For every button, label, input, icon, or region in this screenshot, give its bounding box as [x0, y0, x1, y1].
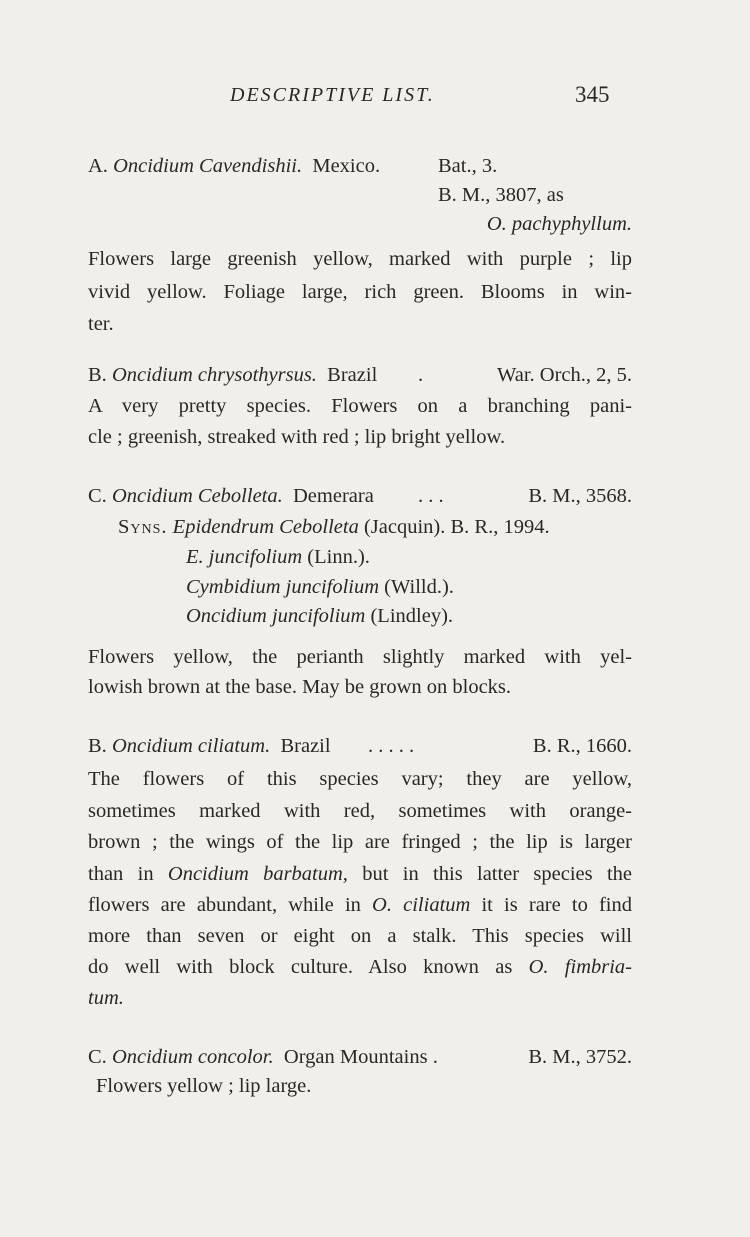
synonym-name: E. juncifolium	[186, 546, 303, 568]
synonym-name: Oncidium juncifolium	[186, 605, 366, 627]
synonym-authority: (Lindley).	[370, 605, 454, 627]
description-line: lowish brown at the base. May be grown on blocks.	[88, 676, 512, 698]
reference: B. M., 3752.	[528, 1046, 632, 1068]
origin: Organ Mountains .	[283, 1046, 438, 1068]
description-line: tum.	[88, 987, 124, 1009]
entry-letter: B.	[88, 364, 107, 386]
leader-dots: . . .	[418, 485, 444, 507]
description-line: do well with block culture. Also known as O. fimbria-	[88, 956, 633, 978]
origin: Demerara	[293, 485, 374, 507]
synonym-name: Cymbidium juncifolium	[186, 576, 380, 598]
description-line: ter.	[88, 313, 114, 335]
entry-letter: A.	[88, 155, 108, 177]
species-name: Oncidium ciliatum.	[111, 735, 271, 757]
reference-name: O. pachyphyllum.	[486, 213, 632, 235]
origin: Brazil	[280, 735, 331, 757]
reference: B. R., 1660.	[532, 735, 632, 757]
description-line: cle ; greenish, streaked with red ; lip bright yellow.	[88, 426, 506, 448]
leader-dots: . . . . .	[368, 735, 415, 757]
synonym-authority: (Willd.).	[384, 576, 454, 598]
synonyms-label: Syns.	[118, 516, 168, 538]
entry-letter: B.	[88, 735, 107, 757]
page-number: 345	[575, 82, 610, 107]
description-line: more than seven or eight on a stalk. This species will	[88, 925, 632, 947]
origin: Brazil	[327, 364, 378, 386]
description-line: Flowers yellow ; lip large.	[96, 1075, 312, 1097]
species-name: O. fimbria-	[528, 956, 633, 978]
description-line: than in Oncidium barbatum, but in this latter species the	[88, 863, 633, 885]
description-line: vivid yellow. Foliage large, rich green. Blooms in win-	[88, 281, 632, 303]
description-line: sometimes marked with red, sometimes with orange-	[88, 800, 632, 822]
running-head-title: DESCRIPTIVE LIST.	[230, 84, 435, 106]
species-name: Oncidium chrysothyrsus.	[111, 364, 317, 386]
reference: B. M., 3807, as	[438, 184, 564, 206]
entry-letter: C.	[88, 1046, 107, 1068]
description-line: A very pretty species. Flowers on a branching pani-	[88, 395, 632, 417]
description-line: Flowers yellow, the perianth slightly marked with yel-	[88, 646, 632, 668]
origin: Mexico.	[312, 155, 381, 177]
synonym-name: Epidendrum Cebolleta	[172, 516, 359, 538]
species-name: O. ciliatum	[372, 894, 471, 916]
reference: B. M., 3568.	[528, 485, 632, 507]
running-head	[0, 84, 750, 114]
species-name: Oncidium Cebolleta.	[111, 485, 283, 507]
species-name: Oncidium concolor.	[111, 1046, 274, 1068]
species-name: Oncidium barbatum,	[167, 863, 348, 885]
species-name: Oncidium Cavendishii.	[113, 155, 303, 177]
description-line: flowers are abundant, while in O. ciliatum it is rare to find	[88, 894, 632, 916]
synonym-authority: (Jacquin). B. R., 1994.	[363, 516, 550, 538]
reference: War. Orch., 2, 5.	[497, 364, 632, 386]
description-line: Flowers large greenish yellow, marked with purple ; lip	[88, 248, 632, 270]
reference: Bat., 3.	[438, 155, 498, 177]
leader-dot: .	[418, 364, 424, 386]
synonym-authority: (Linn.).	[307, 546, 370, 568]
description-line: The flowers of this species vary; they are yellow,	[88, 768, 632, 790]
entry-letter: C.	[88, 485, 107, 507]
description-line: brown ; the wings of the lip are fringed ; the lip is larger	[88, 831, 632, 853]
